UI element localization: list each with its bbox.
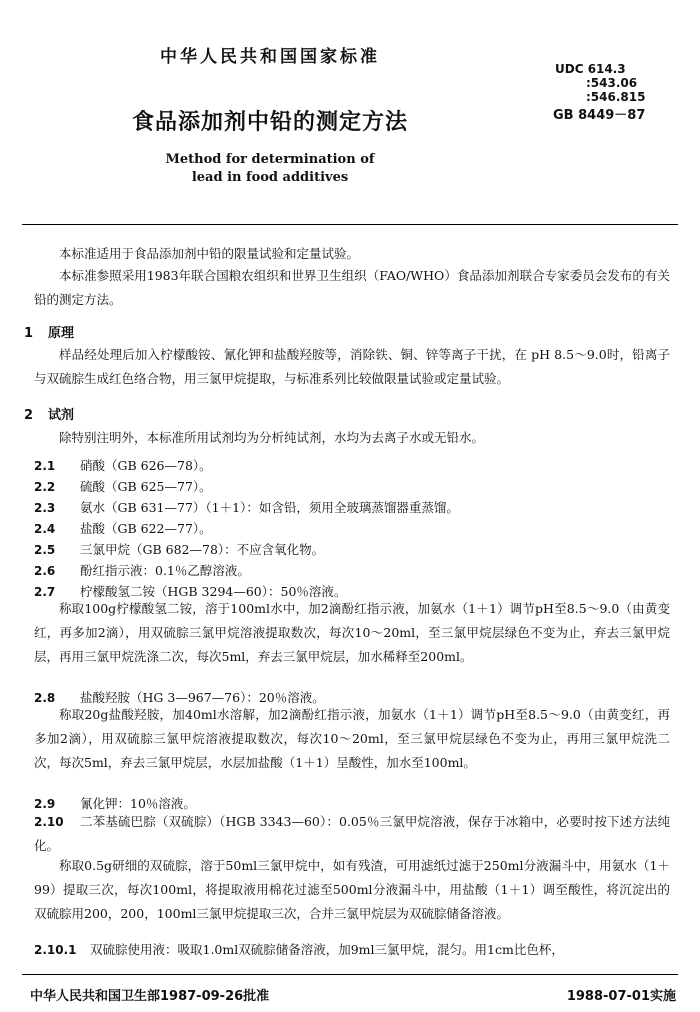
udc-line: :543.06: [586, 76, 638, 90]
item-text: 氰化钾：10％溶液。: [80, 796, 196, 811]
udc-line: UDC 614.3: [555, 62, 626, 76]
section-title: 原理: [48, 326, 75, 341]
reagent-item: [34, 498, 459, 518]
item-number: 2.1: [34, 459, 56, 473]
item-number: 2.7: [34, 585, 56, 599]
item-text: 盐酸（GB 622—77）。: [80, 521, 212, 536]
reagent-item: [34, 519, 212, 539]
section-number: 2: [24, 408, 34, 423]
item-number: 2.6: [34, 564, 56, 578]
item-number: 2.10.1: [34, 943, 77, 957]
udc-line: :546.815: [586, 90, 646, 104]
bottom-divider: [22, 974, 678, 975]
section-heading-principle: [24, 322, 74, 341]
reagent-item: [34, 456, 212, 476]
reagent-item: [34, 540, 324, 560]
item-number: 2.8: [34, 691, 56, 705]
national-standard-title: 中华人民共和国国家标准: [160, 47, 380, 67]
item-text: 三氯甲烷（GB 682—78）：不应含氧化物。: [80, 542, 325, 557]
item-text: 酚红指示液：0.1％乙醇溶液。: [80, 563, 250, 578]
item-text: 二苯基硫巴腙（双硫腙）（HGB 3343—60）：0.05％三氯甲烷溶液，保存于冰箱中，必要时按下述方法纯化。: [34, 814, 670, 853]
reagent-2-10-procedure: 称取0.5g研细的双硫腙，溶于50ml三氯甲烷中，如有残渣，可用滤纸过滤于250ml分液漏斗中，用氨水（1＋99）提取三次，每次100ml，将提取液用棉花过滤至500ml分液漏斗中，用盐酸（1＋1）调至酸性，将沉淀出的双硫腙用200，200，100ml三氯甲烷提取三次，合并三氯甲烷层为双硫腙储备溶液。: [34, 858, 670, 921]
section-heading-reagents: [24, 404, 74, 423]
udc-classification: [555, 62, 645, 104]
reagent-item-2-10: [34, 810, 670, 858]
item-number: 2.10: [34, 815, 64, 829]
item-number: 2.4: [34, 522, 56, 536]
item-text: 盐酸羟胺（HG 3—967—76）：20％溶液。: [80, 690, 325, 705]
item-number: 2.3: [34, 501, 56, 515]
approval-statement: 中华人民共和国卫生部1987-09-26批准: [30, 989, 270, 1004]
reagent-item: [34, 561, 250, 581]
reagent-2-7-procedure: 称取100g柠檬酸氢二铵，溶于100ml水中，加2滴酚红指示液，加氨水（1＋1）调节pH至8.5～9.0（由黄变红，再多加2滴），用双硫腙三氯甲烷溶液提取数次，每次10～20ml，至三氯甲烷层绿色不变为止，弃去三氯甲烷层，再用三氯甲烷洗涤二次，每次5ml，弃去三氯甲烷层，加水稀释至200ml。: [34, 601, 670, 664]
reagents-intro: 除特别注明外，本标准所用试剂均为分析纯试剂，水均为去离子水或无铅水。: [59, 430, 485, 445]
reagent-2-8-procedure: 称取20g盐酸羟胺，加40ml水溶解，加2滴酚红指示液，加氨水（1＋1）调节pH至8.5～9.0（由黄变红，再多加2滴），用双硫腙三氯甲烷溶液提取数次，每次10～20ml，至三氯甲烷层绿色不变为止，再用三氯甲烷洗二次，每次5ml，弃去三氯甲烷层，水层加盐酸（1＋1）呈酸性，加水至100ml。: [34, 707, 670, 770]
intro-paragraph: 本标准适用于食品添加剂中铅的限量试验和定量试验。: [59, 246, 360, 261]
implementation-date: 1988-07-01实施: [566, 989, 676, 1004]
intro-paragraph: 本标准参照采用1983年联合国粮农组织和世界卫生组织（FAO/WHO）食品添加剂联合专家委员会发布的有关铅的测定方法。: [34, 268, 670, 307]
english-title: [0, 151, 540, 187]
item-text: 硝酸（GB 626—78）。: [80, 458, 212, 473]
item-text: 硫酸（GB 625—77）。: [80, 479, 212, 494]
item-number: 2.5: [34, 543, 56, 557]
english-title-line: lead in food additives: [191, 170, 349, 185]
gb-standard-number: GB 8449－87: [553, 108, 646, 123]
item-number: 2.9: [34, 797, 56, 811]
section-number: 1: [24, 326, 34, 341]
item-text: 柠檬酸氢二铵（HGB 3294—60）：50％溶液。: [80, 584, 347, 599]
item-number: 2.2: [34, 480, 56, 494]
english-title-line: Method for determination of: [165, 152, 375, 167]
principle-paragraph: 样品经处理后加入柠檬酸铵、氰化钾和盐酸羟胺等，消除铁、铜、锌等离子干扰，在 pH 8.5～9.0时，铅离子与双硫腙生成红色络合物，用三氯甲烷提取，与标准系列比较做限量试验或定量试验。: [34, 347, 670, 386]
item-text: 双硫腙使用液：吸取1.0ml双硫腙储备溶液，加9ml三氯甲烷，混匀。用1cm比色杯，: [90, 942, 564, 957]
item-text: 氨水（GB 631—77）（1＋1）：如含铅，须用全玻璃蒸馏器重蒸馏。: [80, 500, 459, 515]
top-divider: [22, 224, 678, 225]
reagent-item: [34, 940, 564, 960]
section-title: 试剂: [48, 408, 75, 423]
reagent-item: [34, 477, 212, 497]
document-title: 食品添加剂中铅的测定方法: [131, 110, 408, 135]
